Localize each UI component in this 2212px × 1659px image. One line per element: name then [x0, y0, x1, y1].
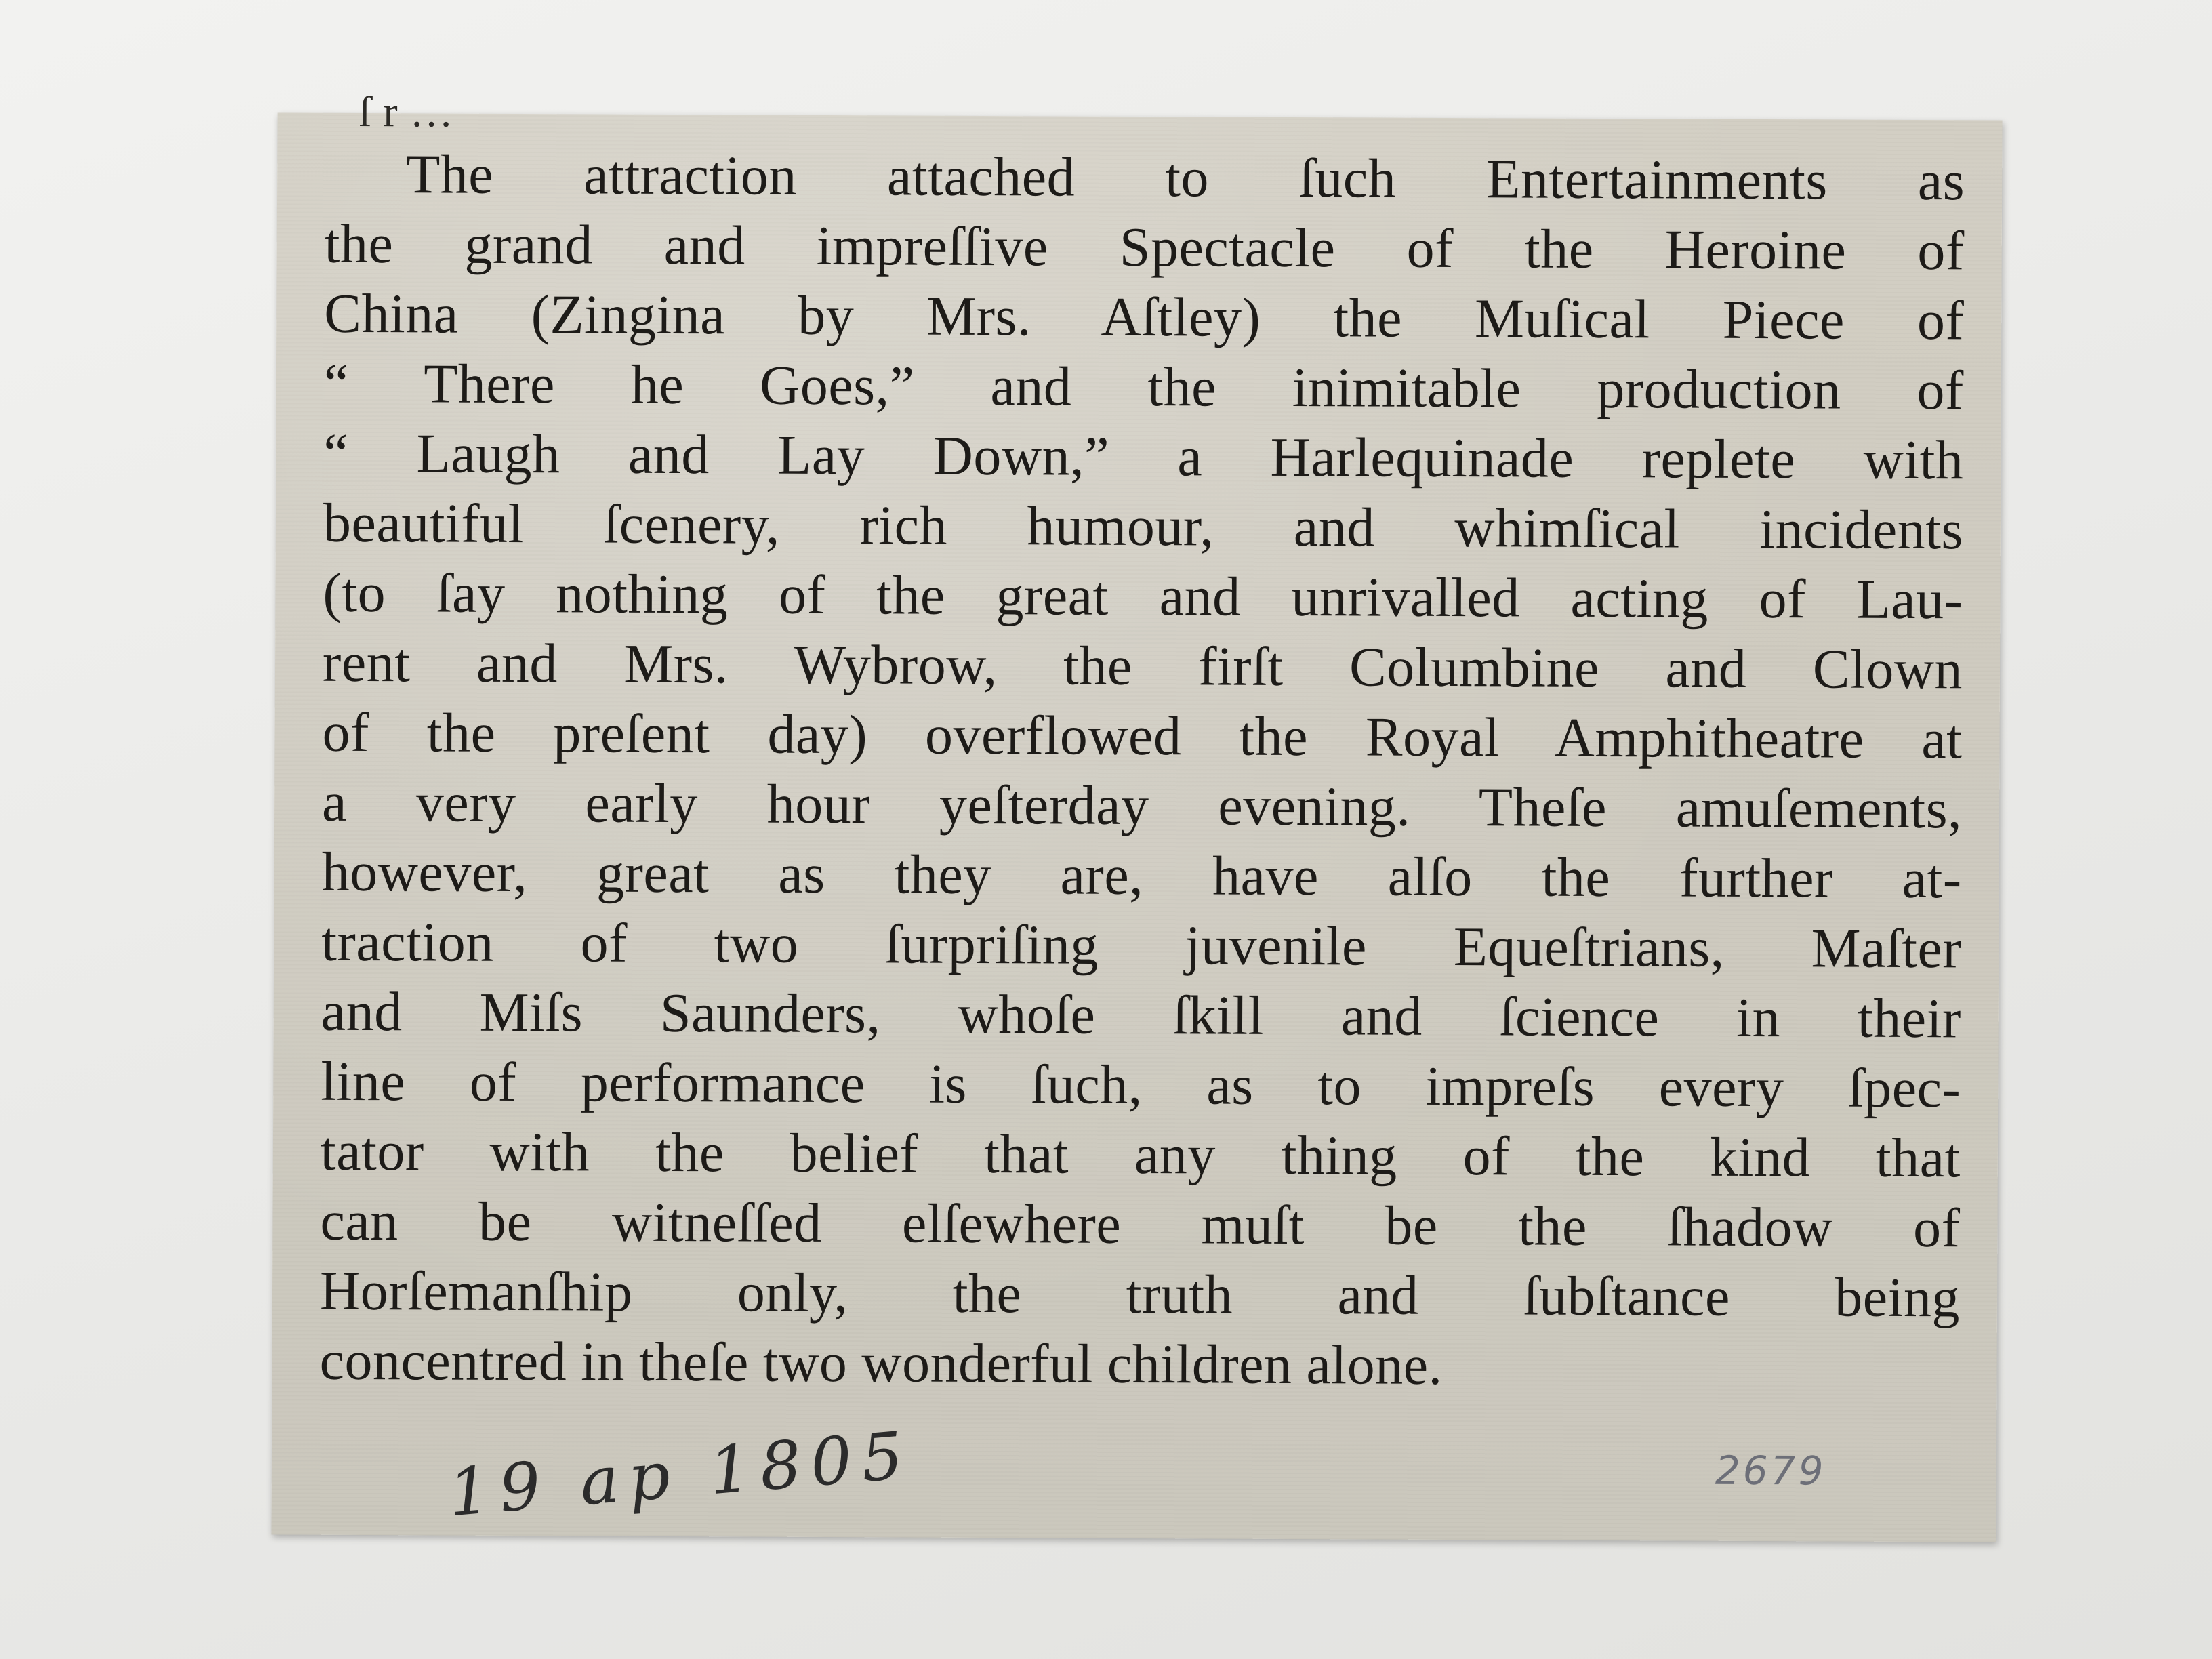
article-line: can be witneſſed elſewhere muſt be the ſhadow of: [320, 1189, 1961, 1259]
article-line: beautiful ſcenery, rich humour, and whimſical incidents: [323, 491, 1964, 561]
article-line: concentred in theſe two wonderful children alone.: [319, 1329, 1443, 1396]
article-line: rent and Mrs. Wybrow, the firſt Columbine and Clown: [322, 631, 1963, 701]
article-line: Horſemanſhip only, the truth and ſubſtance being: [319, 1259, 1961, 1329]
article-line: “ There he Goes,” and the inimitable production of: [323, 352, 1965, 422]
article-line: of the preſent day) overflowed the Royal Amphitheatre at: [322, 701, 1963, 771]
article-text: [319, 139, 1965, 1403]
newspaper-clipping: [271, 87, 2002, 1542]
article-line: the grand and impreſſive Spectacle of the Heroine of: [324, 212, 1965, 282]
catalog-number: 2679: [1715, 1447, 1826, 1494]
article-line: “ Laugh and Lay Down,” a Harlequinade replete with: [323, 422, 1964, 491]
article-line: tator with the belief that any thing of the kind that: [320, 1120, 1961, 1189]
torn-previous-text: [359, 87, 968, 140]
article-line: China (Zingina by Mrs. Aſtley) the Muſical Piece of: [324, 282, 1965, 352]
torn-text-fragment: ſr…: [359, 87, 466, 136]
article-line: a very early hour yeſterday evening. Theſe amuſements,: [321, 771, 1963, 840]
article-line: however, great as they are, have alſo the further at-: [321, 840, 1962, 910]
article-line: traction of two ſurpriſing juvenile Equeſtrians, Maſter: [321, 910, 1962, 980]
article-line: and Miſs Saunders, whoſe ſkill and ſcience in their: [321, 980, 1961, 1050]
handwritten-date: 19 ap 1805: [445, 1416, 916, 1532]
article-line: (to ſay nothing of the great and unrivalled acting of Lau-: [323, 561, 1963, 631]
article-line: The attraction attached to ſuch Entertainments as: [405, 143, 1965, 212]
article-line: line of performance is ſuch, as to impreſs every ſpec-: [321, 1050, 1961, 1120]
